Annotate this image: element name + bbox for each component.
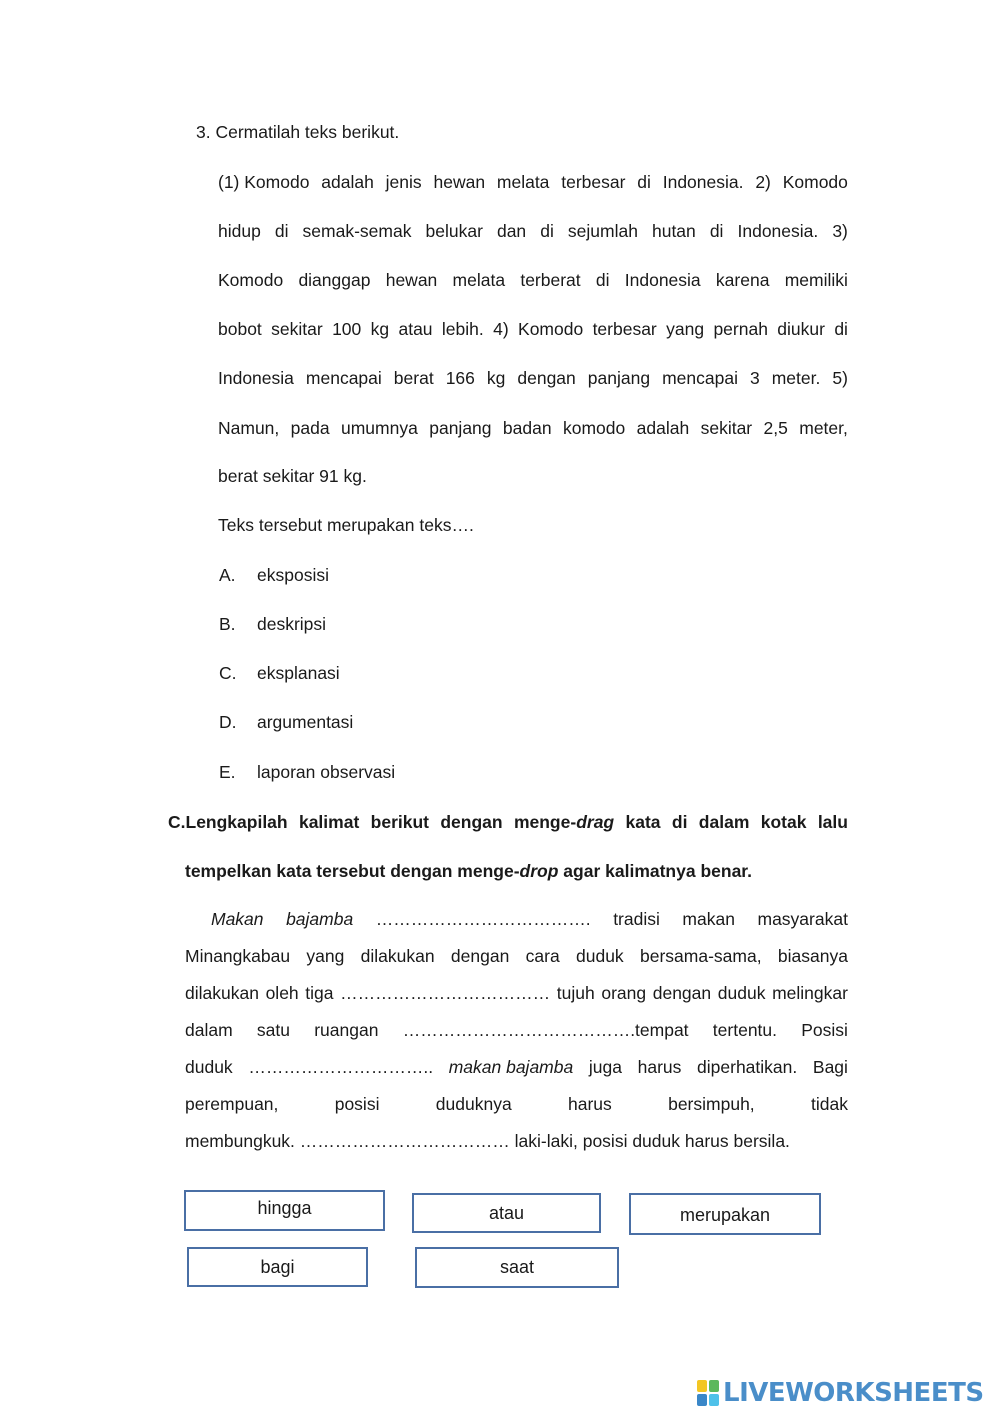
passage-word: melata [496, 172, 550, 192]
passage-word: hidup [218, 221, 261, 241]
passage-word: terbesar [592, 319, 657, 339]
passage-word: sekitar [271, 319, 323, 339]
option-text: deskripsi [257, 614, 327, 634]
passage-word: 166 [445, 368, 475, 388]
passage-word: mencapai [305, 368, 382, 388]
passage-word: dengan [517, 368, 576, 388]
passage-line [218, 221, 848, 242]
cloze-word: Makan [211, 909, 264, 929]
word-saat[interactable]: saat [415, 1247, 619, 1288]
instr-word: dalam [698, 812, 750, 832]
passage-word: hutan [651, 221, 696, 241]
passage-word: lebih. [441, 319, 484, 339]
passage-word: yang [666, 319, 705, 339]
passage-word: kg [486, 368, 506, 388]
cloze-line-2: Minangkabau yang dilakukan dengan cara duduk bersama-sama, biasanya [185, 946, 848, 966]
passage-word: mencapai [662, 368, 738, 388]
passage-word: berat [393, 368, 434, 388]
instr-word: kotak [760, 812, 807, 832]
passage-word: di [834, 319, 848, 339]
passage-word: di [637, 172, 651, 192]
passage-word: adalah [636, 418, 690, 438]
word-bagi[interactable]: bagi [187, 1247, 368, 1287]
passage-word: hewan [385, 270, 438, 290]
drop-blank-3[interactable]: ………………………………….tempat [402, 1020, 689, 1040]
passage-word: hewan [433, 172, 486, 192]
instr-word: kata [625, 812, 661, 832]
option-letter: A. [219, 565, 236, 585]
cloze-line-1 [211, 909, 848, 930]
passage-word: dianggap [298, 270, 371, 290]
cloze-line-3: dilakukan oleh tiga ……………………………… tujuh orang dengan duduk melingkar [185, 983, 848, 1003]
cloze-word: masyarakat [757, 909, 848, 929]
passage-word: dan [496, 221, 527, 241]
instr-word: kalimat [298, 812, 360, 832]
liveworksheets-logo [697, 1378, 984, 1408]
passage-word: bobot [218, 319, 262, 339]
passage-word: di [540, 221, 554, 241]
passage-word: (1) Komodo [218, 172, 310, 192]
passage-word: sekitar [700, 418, 753, 438]
option-letter: E. [219, 762, 236, 782]
option-text: argumentasi [257, 712, 354, 732]
passage-word: belukar [425, 221, 483, 241]
passage-word: 3) [832, 221, 848, 241]
passage-word: terberat [520, 270, 581, 290]
passage-word: di [274, 221, 289, 241]
passage-word: atau [398, 319, 433, 339]
instr-word: dengan [440, 812, 503, 832]
passage-word: meter. [771, 368, 821, 388]
passage-word: Indonesia. [737, 221, 819, 241]
passage-word: sejumlah [567, 221, 638, 241]
passage-word: jenis [385, 172, 422, 192]
passage-word: panjang [429, 418, 492, 438]
question-heading: 3. Cermatilah teks berikut. [196, 122, 400, 142]
cloze-line-6: perempuan, posisi duduknya harus bersimpuh, tidak [185, 1094, 848, 1114]
passage-line [218, 368, 848, 389]
cloze-word: makan [682, 909, 735, 929]
passage-line [218, 172, 848, 193]
passage-word: meter, [799, 418, 848, 438]
passage-word: komodo [562, 418, 626, 438]
section-c-instruction-line1 [168, 812, 848, 833]
passage-word: adalah [321, 172, 374, 192]
passage-word: terbesar [561, 172, 626, 192]
passage-word: 100 [332, 319, 362, 339]
passage-word: karena [715, 270, 770, 290]
passage-word: 3 [749, 368, 760, 388]
cloze-word: bajamba [286, 909, 354, 929]
drop-blank-2[interactable]: ……………………………… [340, 983, 551, 1003]
passage-word: badan [502, 418, 552, 438]
drop-blank-4[interactable]: ………………………….. [248, 1057, 434, 1077]
passage-word: diukur [777, 319, 825, 339]
drop-blank-1[interactable]: ………………………………. [375, 909, 591, 929]
logo-mark-icon [697, 1380, 719, 1406]
passage-word: di [709, 221, 724, 241]
passage-word: umumnya [341, 418, 418, 438]
question-prompt: Teks tersebut merupakan teks…. [218, 515, 474, 535]
passage-word: Indonesia. [662, 172, 744, 192]
passage-word: melata [452, 270, 506, 290]
passage-word: 4) [493, 319, 509, 339]
option-letter: C. [219, 663, 237, 683]
option-text: laporan observasi [257, 762, 396, 782]
passage-word: di [595, 270, 610, 290]
passage-word: memiliki [784, 270, 848, 290]
option-text: eksposisi [257, 565, 329, 585]
passage-line [218, 319, 848, 340]
option-text: eksplanasi [257, 663, 340, 683]
cloze-line-4: dalam satu ruangan ………………………………….tempat tertentu. Posisi [185, 1020, 848, 1040]
instr-word: lalu [817, 812, 848, 832]
word-hingga[interactable]: hingga [184, 1190, 385, 1231]
passage-word: Namun, [218, 418, 280, 438]
instr-word: berikut [370, 812, 429, 832]
cloze-word: tradisi [613, 909, 660, 929]
instr-word: di [671, 812, 688, 832]
passage-word: Indonesia [218, 368, 294, 388]
passage-word: Komodo [218, 270, 284, 290]
passage-line [218, 270, 848, 291]
passage-word: 2,5 [763, 418, 788, 438]
cloze-line-7: membungkuk. ……………………………… laki-laki, posisi duduk harus bersila. [185, 1131, 790, 1151]
passage-word: semak-semak [302, 221, 412, 241]
option-letter: B. [219, 614, 236, 634]
option-letter: D. [219, 712, 237, 732]
word-atau[interactable]: atau [412, 1193, 601, 1233]
passage-word: 2) [755, 172, 771, 192]
section-c-instruction-line2: tempelkan kata tersebut dengan menge-drop agar kalimatnya benar. [185, 861, 753, 881]
passage-word: kg [370, 319, 390, 339]
passage-word: 5) [832, 368, 848, 388]
passage-line [218, 418, 848, 439]
brand-name: LIVEWORKSHEETS [723, 1378, 984, 1408]
cloze-line-5: duduk ………………………….. makan bajamba juga harus diperhatikan. Bagi [185, 1057, 848, 1077]
passage-word: panjang [587, 368, 651, 388]
passage-word: pada [290, 418, 330, 438]
passage-word: Indonesia [624, 270, 701, 290]
instr-word-drag: menge-drag [513, 812, 615, 832]
passage-word: pernah [713, 319, 768, 339]
word-merupakan[interactable]: merupakan [629, 1193, 821, 1235]
passage-word: Komodo [782, 172, 848, 192]
passage-last-line: berat sekitar 91 kg. [218, 466, 367, 486]
passage-word: Komodo [518, 319, 584, 339]
drop-blank-5[interactable]: ……………………………… [299, 1131, 510, 1151]
instr-word: C.Lengkapilah [168, 812, 288, 832]
